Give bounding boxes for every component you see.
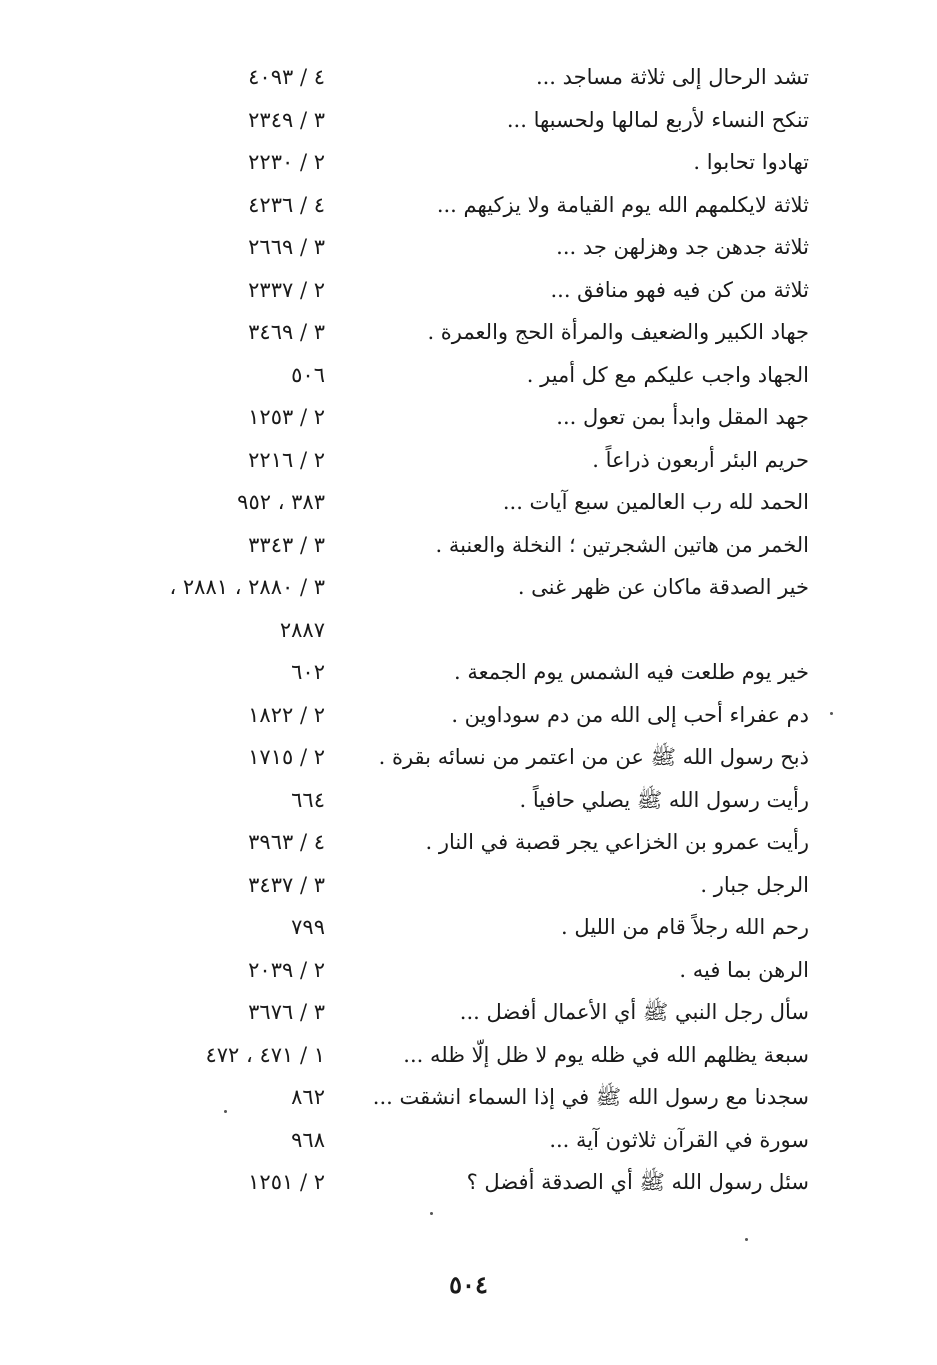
- hadith-text: الرجل جبار .: [700, 872, 809, 897]
- hadith-reference: ٣ / ٢٦٦٩: [248, 235, 325, 259]
- hadith-text: دم عفراء أحب إلى الله من دم سوداوين .: [451, 702, 809, 727]
- hadith-text: الرهن بما فيه .: [679, 957, 809, 982]
- print-speck: [430, 1212, 433, 1215]
- hadith-reference: ٣ / ٢٣٤٩: [248, 107, 325, 132]
- index-entry: [0, 864, 937, 907]
- hadith-text: جهاد الكبير والضعيف والمرأة الحج والعمرة .: [427, 320, 809, 344]
- hadith-text: ذبح رسول الله ﷺ عن من اعتمر من نسائه بقرة .: [378, 745, 809, 769]
- index-entry: [0, 354, 937, 397]
- hadith-text: جهد المقل وابدأ بمن تعول ...: [556, 405, 809, 429]
- hadith-reference: ٨٦٢: [291, 1085, 325, 1109]
- hadith-text: تشد الرحال إلى ثلاثة مساجد ...: [535, 65, 809, 89]
- index-entry: [0, 56, 937, 99]
- hadith-text: ثلاثة لايكلمهم الله يوم القيامة ولا يزكيهم ...: [436, 192, 809, 217]
- hadith-reference: ٢ / ١٧١٥: [248, 745, 325, 769]
- index-entry: [0, 609, 937, 652]
- index-entry: [0, 566, 937, 609]
- hadith-text: سأل رجل النبي ﷺ أي الأعمال أفضل ...: [459, 1000, 809, 1024]
- print-speck: [745, 1238, 748, 1241]
- hadith-text: ثلاثة من كن فيه فهو منافق ...: [550, 277, 809, 302]
- print-speck: [224, 1110, 227, 1113]
- hadith-text: الخمر من هاتين الشجرتين ؛ النخلة والعنبة .: [435, 532, 809, 557]
- hadith-reference: ٢ / ٢٢٣٠: [248, 150, 325, 174]
- hadith-text: خير يوم طلعت فيه الشمس يوم الجمعة .: [454, 660, 809, 684]
- hadith-reference: ٦٦٤: [291, 787, 325, 812]
- hadith-text: الجهاد واجب عليكم مع كل أمير .: [526, 362, 809, 387]
- hadith-text: الحمد لله رب العالمين سبع آيات ...: [502, 490, 809, 514]
- hadith-reference: ٣٨٣ ، ٩٥٢: [237, 490, 325, 514]
- hadith-text: رأيت رسول الله ﷺ يصلي حافياً .: [519, 787, 809, 812]
- index-entry: [0, 651, 937, 694]
- index-entry: [0, 1034, 937, 1077]
- index-entry: [0, 1119, 937, 1162]
- hadith-reference: ٤ / ٤٢٣٦: [248, 192, 325, 217]
- page-number: ٥٠٤: [449, 1270, 488, 1299]
- hadith-reference: ٤ / ٤٠٩٣: [248, 65, 325, 89]
- hadith-reference: ٢ / ١٢٥١: [248, 1170, 325, 1194]
- index-entry: [0, 991, 937, 1034]
- hadith-text: سجدنا مع رسول الله ﷺ في إذا السماء انشقت ...: [372, 1085, 809, 1109]
- hadith-reference: ٢ / ٢٠٣٩: [248, 957, 325, 982]
- hadith-reference: ١ / ٤٧١ ، ٤٧٢: [205, 1042, 325, 1067]
- index-entry: [0, 439, 937, 482]
- hadith-text: تنكح النساء لأربع لمالها ولحسبها ...: [506, 107, 809, 132]
- hadith-reference: ٣ / ٢٨٨٠ ، ٢٨٨١ ،: [169, 575, 325, 599]
- index-entry: [0, 821, 937, 864]
- index-entry: [0, 311, 937, 354]
- hadith-index-list: [0, 56, 937, 1204]
- hadith-text: رحم الله رجلاً قام من الليل .: [560, 915, 809, 939]
- index-entry: [0, 269, 937, 312]
- hadith-text: ثلاثة جدهن جد وهزلهن جد ...: [556, 235, 809, 259]
- hadith-reference: ٣ / ٣٤٦٩: [248, 320, 325, 344]
- hadith-reference: ٦٠٢: [291, 660, 325, 684]
- hadith-reference: ٢٨٨٧: [279, 617, 325, 642]
- index-entry: [0, 1076, 937, 1119]
- hadith-reference: ٢ / ١٨٢٢: [248, 702, 325, 727]
- hadith-reference: ٣ / ٣٣٤٣: [248, 532, 325, 557]
- hadith-text: رأيت عمرو بن الخزاعي يجر قصبة في النار .: [425, 830, 809, 854]
- index-entry: [0, 184, 937, 227]
- hadith-reference: ٢ / ٢٣٣٧: [248, 277, 325, 302]
- hadith-text: سورة في القرآن ثلاثون آية ...: [549, 1127, 809, 1152]
- index-entry: [0, 141, 937, 184]
- index-entry: [0, 779, 937, 822]
- hadith-reference: ٢ / ٢٢١٦: [248, 447, 325, 472]
- index-entry: [0, 736, 937, 779]
- index-entry: [0, 694, 937, 737]
- index-entry: [0, 481, 937, 524]
- print-speck: [830, 712, 833, 715]
- hadith-text: تهادوا تحابوا .: [693, 150, 809, 174]
- hadith-text: خير الصدقة ماكان عن ظهر غنى .: [517, 575, 809, 599]
- hadith-reference: ٥٠٦: [291, 362, 325, 387]
- index-entry: [0, 396, 937, 439]
- hadith-reference: ٢ / ١٢٥٣: [248, 405, 325, 429]
- hadith-reference: ٤ / ٣٩٦٣: [248, 830, 325, 854]
- hadith-reference: ٣ / ٣٦٧٦: [248, 1000, 325, 1024]
- hadith-reference: ٧٩٩: [291, 915, 325, 939]
- hadith-text: حريم البئر أربعون ذراعاً .: [592, 447, 809, 472]
- index-entry: [0, 99, 937, 142]
- index-entry: [0, 524, 937, 567]
- hadith-text: سئل رسول الله ﷺ أي الصدقة أفضل ؟: [466, 1170, 809, 1194]
- index-entry: [0, 906, 937, 949]
- index-entry: [0, 949, 937, 992]
- index-entry: [0, 226, 937, 269]
- hadith-reference: ٣ / ٣٤٣٧: [248, 872, 325, 897]
- hadith-reference: ٩٦٨: [291, 1127, 325, 1152]
- index-entry: [0, 1161, 937, 1204]
- hadith-text: سبعة يظلهم الله في ظله يوم لا ظل إلّا ظله ...: [403, 1042, 809, 1067]
